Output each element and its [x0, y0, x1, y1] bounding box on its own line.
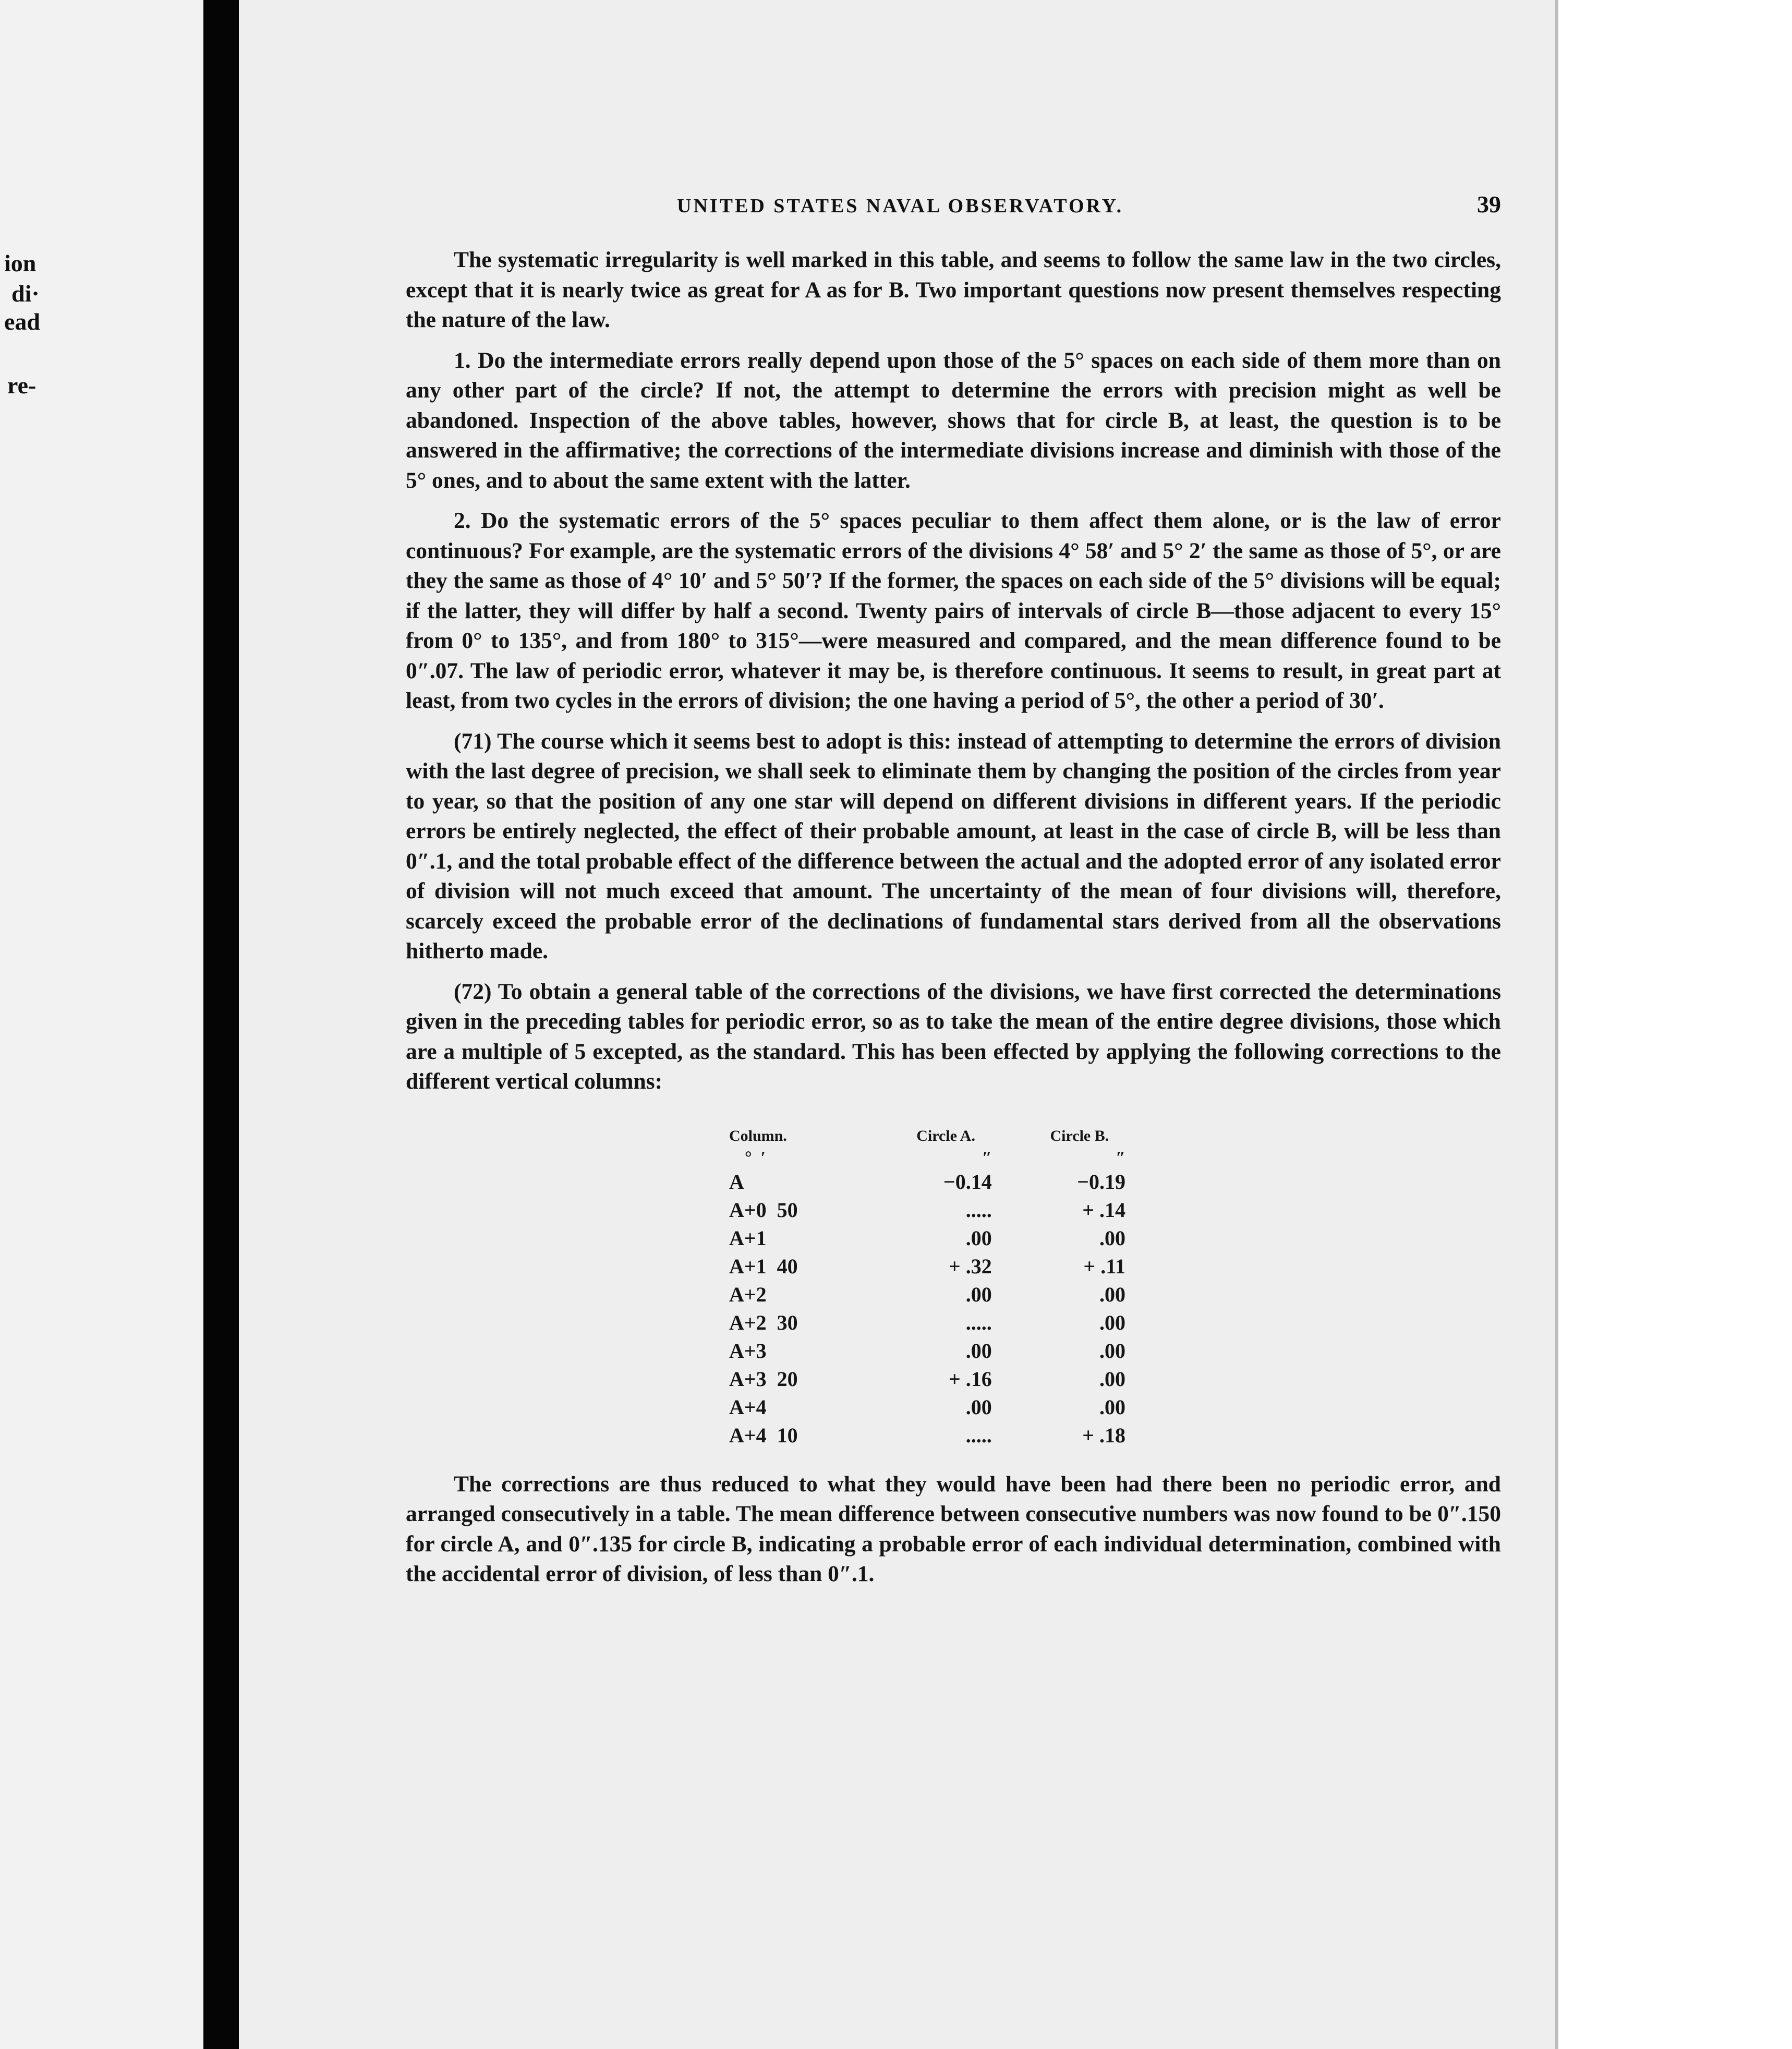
column-label-cell: A+4 — [729, 1395, 767, 1419]
circle-b-cell: .00 — [1099, 1226, 1125, 1250]
circle-a-cell: .00 — [965, 1226, 992, 1250]
unit-degrees-minutes: ° ′ — [745, 1148, 766, 1167]
table-row — [729, 1337, 1146, 1365]
column-label-cell: A+1 40 — [729, 1254, 798, 1278]
circle-a-cell: −0.14 — [943, 1170, 992, 1194]
circle-b-cell: .00 — [1099, 1310, 1125, 1334]
circle-a-cell: ..... — [965, 1198, 992, 1222]
circle-a-cell: .00 — [965, 1395, 992, 1419]
scan-gutter — [203, 0, 239, 2049]
column-label-cell: A+1 — [729, 1226, 767, 1250]
table-row — [729, 1309, 1146, 1337]
paragraph: (71) The course which it seems best to adopt is this: instead of attempting to determine the errors of division with the last degree of precision, we shall seek to eliminate them by changing the position of the circles from year to year, so that the position of any one star will depend on different divisions in different years. If the periodic errors be entirely neglected, the effect of their probable amount, at least in the case of circle B, will be less than 0″.1, and the total probable effect of the difference between the actual and the adopted error of any isolated error of division will not much exceed that amount. The uncertainty of the mean of four divisions will, therefore, scarcely exceed the probable error of the declinations of fundamental stars derived from all the observations hitherto made. — [406, 728, 1501, 963]
prev-page-fragment: di· — [11, 280, 40, 307]
column-label-cell: A+0 50 — [729, 1198, 798, 1222]
running-head — [406, 190, 1501, 222]
circle-a-cell: ..... — [965, 1423, 992, 1447]
prev-page-fragment: ion — [4, 250, 37, 276]
body-text — [406, 245, 1501, 1600]
circle-b-cell: .00 — [1099, 1282, 1125, 1306]
table-header-column: Column. — [729, 1127, 787, 1144]
table-row — [729, 1196, 1146, 1224]
circle-b-cell: .00 — [1099, 1367, 1125, 1391]
previous-page-edge — [0, 0, 203, 2049]
right-margin — [1558, 0, 1792, 2049]
circle-a-cell: + .32 — [948, 1254, 992, 1278]
table-row — [729, 1224, 1146, 1252]
table-header-row — [729, 1124, 1146, 1148]
column-label-cell: A+2 30 — [729, 1310, 798, 1334]
circle-a-cell: + .16 — [948, 1367, 992, 1391]
paragraph: (72) To obtain a general table of the corrections of the divisions, we have first corrected the determinations given in the preceding tables for periodic error, so as to take the mean of the entire degree divisions, those which are a multiple of 5 excepted, as the standard. This has been effected by applying the following corrections to the different vertical columns: — [406, 979, 1501, 1094]
circle-b-cell: + .11 — [1083, 1254, 1125, 1278]
paragraph: 1. Do the intermediate errors really depend upon those of the 5° spaces on each side of them more than on any other part of the circle? If not, the attempt to determine the errors with precision might as well be abandoned. Inspection of the above tables, however, shows that for circle B, at least, the question is to be answered in the affirmative; the corrections of the intermediate divisions increase and diminish with those of the 5° ones, and to about the same extent with the latter. — [406, 347, 1501, 493]
column-label-cell: A+4 10 — [729, 1423, 798, 1447]
table-row — [729, 1365, 1146, 1393]
circle-b-cell: .00 — [1099, 1395, 1125, 1419]
corrections-table — [729, 1124, 1146, 1450]
running-head-title: UNITED STATES NAVAL OBSERVATORY. — [677, 195, 1124, 217]
column-label-cell: A+3 20 — [729, 1367, 798, 1391]
table-units-row — [729, 1148, 1146, 1168]
table-header-circle-a: Circle A. — [916, 1127, 975, 1144]
circle-b-cell: .00 — [1099, 1339, 1125, 1363]
table-header-circle-b: Circle B. — [1050, 1127, 1109, 1144]
column-label-cell: A+2 — [729, 1282, 767, 1306]
circle-b-cell: + .14 — [1082, 1198, 1125, 1222]
circle-a-cell: .00 — [965, 1282, 992, 1306]
paragraph: The systematic irregularity is well marked in this table, and seems to follow the same law in the two circles, except that it is nearly twice as great for A as for B. Two important questions now present themselves respecting the nature of the law. — [406, 247, 1501, 332]
prev-page-fragment: ead — [4, 308, 40, 335]
unit-seconds: ″ — [1116, 1148, 1125, 1167]
column-label-cell: A — [729, 1170, 744, 1194]
circle-b-cell: −0.19 — [1077, 1170, 1125, 1194]
page-number: 39 — [1477, 191, 1501, 218]
circle-a-cell: .00 — [965, 1339, 992, 1363]
table-row — [729, 1168, 1146, 1196]
table-row — [729, 1393, 1146, 1421]
closing-paragraph: The corrections are thus reduced to what they would have been had there been no periodic error, and arranged consecutively in a table. The mean difference between consecutive numbers was now found to be 0″.150 for circle A, and 0″.135 for circle B, indicating a probable error of each individual determination, combined with the accidental error of division, of less than 0″.1. — [406, 1471, 1501, 1586]
paragraph: 2. Do the systematic errors of the 5° spaces peculiar to them affect them alone, or is the law of error continuous? For example, are the systematic errors of the divisions 4° 58′ and 5° 2′ the same as those of 5°, or are they the same as those of 4° 10′ and 5° 50′? If the former, the spaces on each side of the 5° divisions will be equal; if the latter, they will differ by half a second. Twenty pairs of intervals of circle B—those adjacent to every 15° from 0° to 135°, and from 180° to 315°—were measured and compared, and the mean difference found to be 0″.07. The law of periodic error, whatever it may be, is therefore continuous. It seems to result, in great part at least, from two cycles in the errors of division; the one having a period of 5°, the other a period of 30′. — [406, 508, 1501, 713]
table-row — [729, 1281, 1146, 1309]
document-page — [239, 0, 1558, 2049]
table-body — [729, 1148, 1146, 1450]
table-row — [729, 1252, 1146, 1281]
column-label-cell: A+3 — [729, 1339, 767, 1363]
table-row — [729, 1421, 1146, 1450]
prev-page-fragment: re- — [7, 372, 37, 399]
circle-b-cell: + .18 — [1082, 1423, 1125, 1447]
unit-seconds: ″ — [982, 1148, 992, 1167]
circle-a-cell: ..... — [965, 1310, 992, 1334]
